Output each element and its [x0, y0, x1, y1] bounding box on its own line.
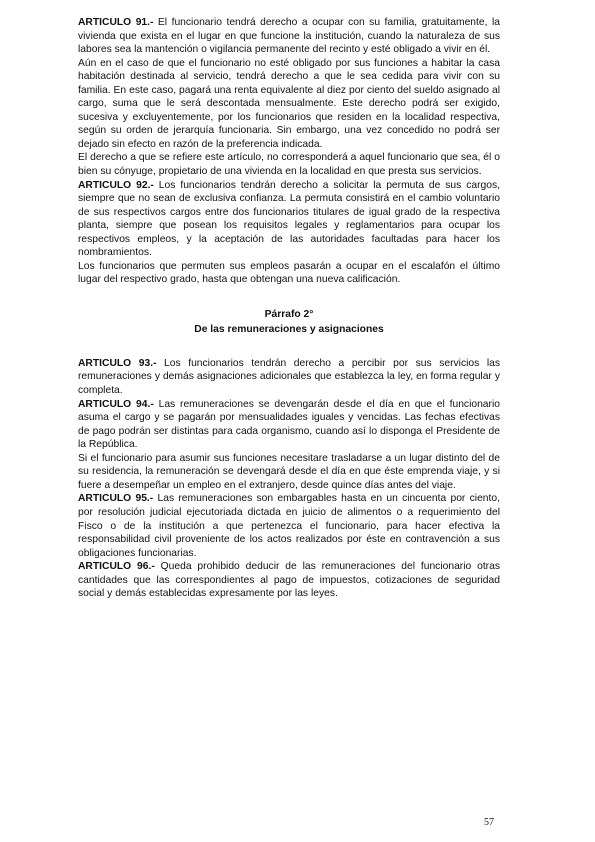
article-label: ARTICULO 94.- [78, 398, 154, 410]
section-number: Párrafo 2° [264, 308, 314, 320]
section-title: De las remuneraciones y asignaciones [194, 323, 384, 335]
section-heading [78, 307, 500, 337]
article-94-paragraph-2 [78, 452, 500, 493]
article-96 [78, 560, 500, 601]
article-label: ARTICULO 96.- [78, 561, 155, 573]
article-92-paragraph-2 [78, 260, 500, 287]
article-text: El derecho a que se refiere este artículo, no corresponderá a aquel funcionario que sea, él o bien su cónyuge, propietario de una vivienda en la localidad en que presta sus servicios. [78, 152, 500, 178]
article-91-paragraph-3 [78, 151, 500, 178]
article-91-paragraph-2 [78, 57, 500, 152]
article-text: Si el funcionario para asumir sus funciones necesitare trasladarse a un lugar distinto del de su residencia, la remuneración se devengará desde el día en que éste emprenda viaje, y si fuere a desempeñar un empleo en el extranjero, desde quince días antes del viaje. [78, 452, 500, 491]
article-91 [78, 16, 500, 57]
article-text: Los funcionarios tendrán derecho a percibir por sus servicios las remuneraciones y demás asignaciones adicionales que establezca la ley, en forma regular y completa. [78, 357, 500, 397]
article-94 [78, 398, 500, 452]
article-text: Queda prohibido deducir de las remuneraciones del funcionario otras cantidades que las correspondientes al pago de impuestos, cotizaciones de seguridad social y demás establecidas expresamente por las leyes. [78, 561, 500, 600]
page-content [78, 16, 500, 601]
article-text: El funcionario tendrá derecho a ocupar con su familia, gratuitamente, la vivienda que exista en el lugar en que funcione la institución, cuando la naturaleza de sus labores sea la mantención o vigilancia permanente del recinto y esté obligado a vivir en él. [78, 17, 500, 56]
article-text: Las remuneraciones son embargables hasta en un cincuenta por ciento, por resolución judicial ejecutoriada dictada en juicio de alimentos o a requerimiento del Fisco o de la institución a que pertenezca el funcionario, para hacer efectiva la responsabilidad civil proveniente de los actos realizados por éste en contravención a sus obligaciones funcionarias. [78, 493, 500, 559]
article-label: ARTICULO 91.- [78, 17, 154, 28]
article-95 [78, 492, 500, 560]
article-label: ARTICULO 92.- [78, 179, 154, 191]
page-number: 57 [484, 817, 494, 828]
article-text: Los funcionarios que permuten sus empleos pasarán a ocupar en el escalafón el último lugar del respectivo grado, hasta que obtengan una nueva calificación. [78, 260, 500, 286]
article-text: Aún en el caso de que el funcionario no esté obligado por sus funciones a habitar la casa habitación destinada al servicio, tendrá derecho a que le sea cedida para vivir con su familia. En este caso, pagará una renta equivalente al diez por ciento del sueldo asignado al cargo, suma que le será descontada mensualmente. Este derecho podrá ser exigido, sucesiva y excluyentemente, por los funcionarios que residen en la localidad respectiva, según su orden de jerarquía funcionaria. Sin embargo, una vez concedido no podrá ser dejado sin efecto en razón de la preferencia indicada. [78, 57, 500, 150]
article-text: Las remuneraciones se devengarán desde el día en que el funcionario asuma el cargo y se pagarán por mensualidades iguales y vencidas. Las fechas efectivas de pago podrán ser distintas para cada organismo, cuando así lo disponga el Presidente de la República. [78, 398, 500, 451]
article-92 [78, 179, 500, 260]
article-text: Los funcionarios tendrán derecho a solicitar la permuta de sus cargos, siempre que no sean de exclusiva confianza. La permuta consistirá en el cambio voluntario de sus respectivos cargos entre dos funcionarios titulares de igual grado de la respectiva planta, siempre que posean los requisitos legales y reglamentarios para ocupar los respectivos empleos, y la aceptación de las autoridades facultadas para hacer los nombramientos. [78, 179, 500, 259]
article-93 [78, 357, 500, 398]
article-label: ARTICULO 93.- [78, 357, 157, 369]
article-label: ARTICULO 95.- [78, 493, 154, 505]
